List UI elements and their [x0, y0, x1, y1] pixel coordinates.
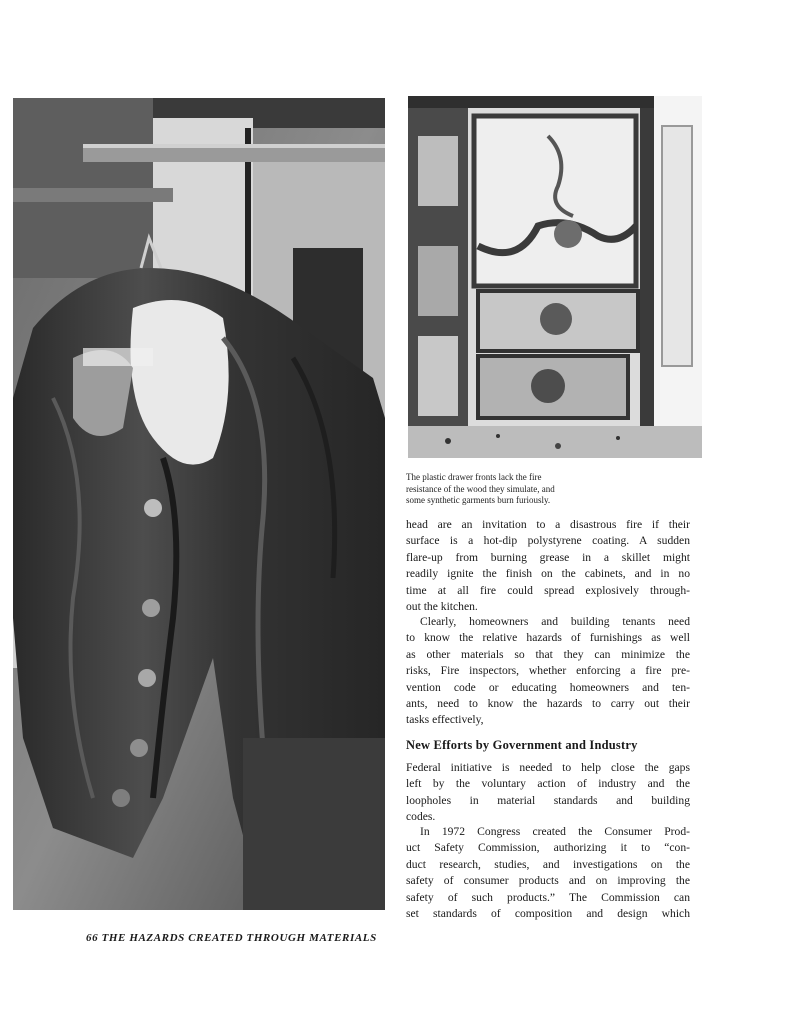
body-line: out the kitchen. [406, 600, 478, 614]
body-line: ants, need to know the hazards to carry out their [406, 697, 690, 711]
photo-caption [406, 472, 606, 507]
body-line: In 1972 Congress created the Consumer Prod- [420, 825, 690, 838]
body-line: left by the voluntary action of industry and the [406, 777, 690, 791]
body-line: vention code or educating homeowners and ten- [406, 680, 690, 694]
body-paragraph-4 [406, 824, 690, 922]
body-line: codes. [406, 810, 436, 824]
page-number: 66 [86, 932, 99, 944]
page-footer [86, 932, 377, 944]
body-paragraph-2 [406, 614, 690, 729]
section-heading: New Efforts by Government and Industry [406, 738, 638, 752]
caption-line: some synthetic garments burn furiously. [406, 495, 551, 506]
body-line: tasks effectively, [406, 713, 484, 727]
body-line: set standards of composition and design which [406, 907, 690, 921]
body-line: surface is a hot-dip polystyrene coating. A sudden [406, 534, 690, 548]
caption-line: resistance of the wood they simulate, and [406, 483, 555, 494]
body-paragraph-1 [406, 517, 690, 615]
body-line: safety of consumer products and on improving the [406, 874, 690, 888]
body-line: readily ignite the finish on the cabinets, and in no [406, 567, 690, 581]
body-line: risks, Fire inspectors, whether enforcing a fire pre- [406, 664, 690, 678]
body-line: Federal initiative is needed to help close the gaps [406, 761, 690, 774]
body-line: to know the relative hazards of furnishings as well [406, 631, 690, 645]
body-line: flare-up from burning grease in a skillet might [406, 550, 690, 564]
body-line: head are an invitation to a disastrous fire if their [406, 518, 690, 531]
body-line: uct Safety Commission, authorizing it to “con- [406, 841, 690, 855]
body-line: duct research, studies, and investigations on the [406, 857, 690, 871]
body-line: as other materials so that they can minimize the [406, 647, 690, 661]
burned-drawer-fronts-photo [408, 96, 702, 458]
running-title: THE HAZARDS CREATED THROUGH MATERIALS [101, 932, 377, 944]
body-line: loopholes in material standards and building [406, 793, 690, 807]
body-line: safety of such products.” The Commission can [406, 890, 690, 904]
burned-garment-photo [13, 98, 385, 910]
body-paragraph-3 [406, 760, 690, 826]
caption-line: The plastic drawer fronts lack the fire [406, 472, 542, 482]
body-line: time at all fire could spread explosively through- [406, 583, 690, 597]
body-line: Clearly, homeowners and building tenants need [420, 615, 690, 628]
